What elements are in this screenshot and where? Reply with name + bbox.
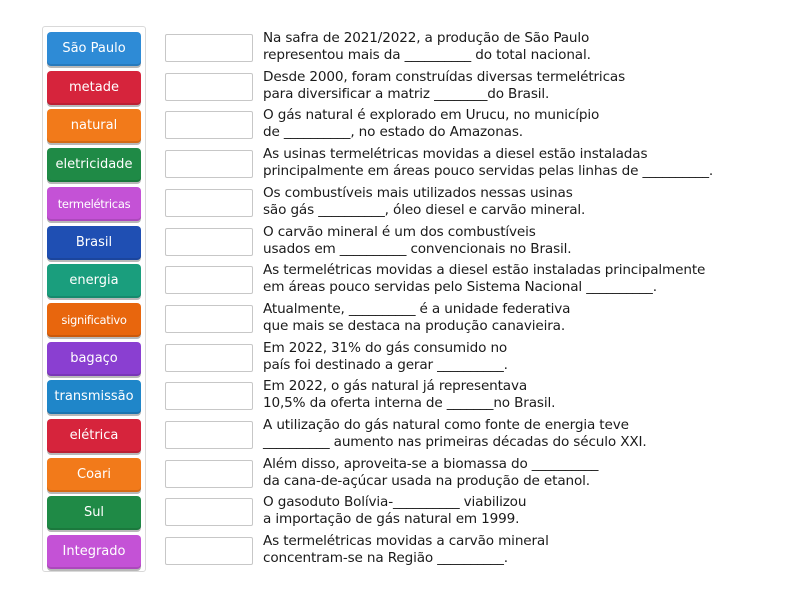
sentence-line: representou mais da __________ do total nacional. xyxy=(263,47,591,63)
word-tile-label: bagaço xyxy=(70,351,118,366)
sentence-text xyxy=(263,417,783,451)
drop-zone[interactable] xyxy=(165,189,253,217)
sentence-text xyxy=(263,146,783,180)
sentence-text xyxy=(263,185,783,219)
word-tile-label: transmissão xyxy=(54,389,134,404)
word-tile-label: elétrica xyxy=(69,428,119,443)
sentence-line: de __________, no estado do Amazonas. xyxy=(263,124,523,140)
word-tile-label: Integrado xyxy=(62,544,126,559)
drop-zone[interactable] xyxy=(165,111,253,139)
sentence-text xyxy=(263,224,783,258)
word-tile-label: Coari xyxy=(77,467,111,482)
sentence-line: são gás __________, óleo diesel e carvão mineral. xyxy=(263,202,586,218)
drop-zone[interactable] xyxy=(165,150,253,178)
sentence-line: Os combustíveis mais utilizados nessas usinas xyxy=(263,185,573,201)
sentence-line: O gás natural é explorado em Urucu, no município xyxy=(263,107,600,123)
word-tile-label: Brasil xyxy=(75,235,113,250)
sentence-line: A utilização do gás natural como fonte de energia teve xyxy=(263,417,629,433)
sentence-line: que mais se destaca na produção canavieira. xyxy=(263,318,565,334)
drop-zone[interactable] xyxy=(165,537,253,565)
sentence-line: a importação de gás natural em 1999. xyxy=(263,511,520,527)
sentence-line: da cana-de-açúcar usada na produção de etanol. xyxy=(263,473,590,489)
drop-zone[interactable] xyxy=(165,460,253,488)
sentence-line: Desde 2000, foram construídas diversas termelétricas xyxy=(263,69,625,85)
sentence-line: As termelétricas movidas a carvão mineral xyxy=(263,533,549,549)
sentence-text xyxy=(263,378,783,412)
word-tile-label: significativo xyxy=(61,313,127,327)
sentence-line: para diversificar a matriz ________do Brasil. xyxy=(263,86,550,102)
sentence-line: As termelétricas movidas a diesel estão instaladas principalmente xyxy=(263,262,706,278)
sentence-text xyxy=(263,340,783,374)
sentence-text xyxy=(263,30,783,64)
sentence-line: O carvão mineral é um dos combustíveis xyxy=(263,224,536,240)
drop-zone[interactable] xyxy=(165,305,253,333)
word-tile-label: Sul xyxy=(83,505,105,520)
word-tile-label: eletricidade xyxy=(55,157,133,172)
sentence-text xyxy=(263,301,783,335)
sentence-text xyxy=(263,107,783,141)
sentence-text xyxy=(263,494,783,528)
sentence-line: em áreas pouco servidas pelo Sistema Nacional __________. xyxy=(263,279,657,295)
sentence-text xyxy=(263,262,783,296)
sentence-line: 10,5% da oferta interna de _______no Brasil. xyxy=(263,395,556,411)
drop-zone[interactable] xyxy=(165,344,253,372)
drop-zone[interactable] xyxy=(165,382,253,410)
drop-zone[interactable] xyxy=(165,34,253,62)
word-tile-label: energia xyxy=(69,273,119,288)
sentence-line: Além disso, aproveita-se a biomassa do __________ xyxy=(263,456,599,472)
sentence-line: O gasoduto Bolívia-__________ viabilizou xyxy=(263,494,527,510)
drop-zone[interactable] xyxy=(165,498,253,526)
sentence-line: concentram-se na Região __________. xyxy=(263,550,508,566)
drop-zone[interactable] xyxy=(165,266,253,294)
drop-zone[interactable] xyxy=(165,73,253,101)
sentence-line: Em 2022, o gás natural já representava xyxy=(263,378,528,394)
drop-zone[interactable] xyxy=(165,228,253,256)
word-tile-label: termelétricas xyxy=(57,197,131,211)
word-tile-label: metade xyxy=(69,80,119,95)
word-tile-label: São Paulo xyxy=(62,41,126,56)
sentence-text xyxy=(263,69,783,103)
sentence-line: usados em __________ convencionais no Brasil. xyxy=(263,241,572,257)
sentence-line: As usinas termelétricas movidas a diesel estão instaladas xyxy=(263,146,648,162)
sentence-line: Atualmente, __________ é a unidade federativa xyxy=(263,301,571,317)
sentence-line: __________ aumento nas primeiras décadas do século XXI. xyxy=(263,434,647,450)
drop-zone[interactable] xyxy=(165,421,253,449)
sentence-line: Na safra de 2021/2022, a produção de São Paulo xyxy=(263,30,590,46)
sentence-text xyxy=(263,533,783,567)
sentence-line: Em 2022, 31% do gás consumido no xyxy=(263,340,508,356)
sentence-line: principalmente em áreas pouco servidas pelas linhas de __________. xyxy=(263,163,714,179)
sentence-text xyxy=(263,456,783,490)
sentence-line: país foi destinado a gerar __________. xyxy=(263,357,508,373)
word-tile-label: natural xyxy=(70,118,118,133)
